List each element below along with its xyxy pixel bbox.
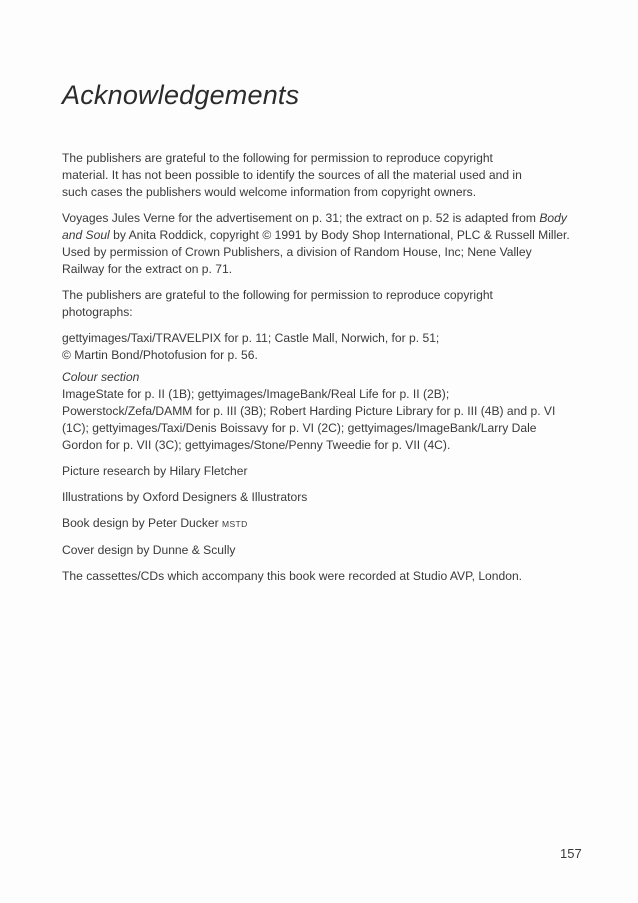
paragraph-colour-section xyxy=(62,369,592,454)
text-line: Used by permission of Crown Publishers, a division of Random House, Inc; Nene Valley xyxy=(62,245,532,259)
text-line: Illustrations by Oxford Designers & Illustrators xyxy=(62,490,308,504)
text-line: The publishers are grateful to the following for permission to reproduce copyright xyxy=(62,288,493,302)
text-line: material. It has not been possible to identify the sources of all the material used and in xyxy=(62,168,522,182)
text-line xyxy=(62,227,592,244)
paragraph-text-credits xyxy=(62,210,592,278)
text-segment: Voyages Jules Verne for the advertisement on p. 31; the extract on p. 52 is adapted from xyxy=(62,211,540,225)
section-label: Colour section xyxy=(62,370,140,384)
text-segment: by Anita Roddick, copyright © 1991 by Body Shop International, PLC & Russell Miller. xyxy=(109,228,570,242)
paragraph-photo-credits xyxy=(62,330,592,364)
text-line: Gordon for p. VII (3C); gettyimages/Stone/Penny Tweedie for p. VII (4C). xyxy=(62,438,451,452)
text-line: The publishers are grateful to the following for permission to reproduce copyright xyxy=(62,151,493,165)
text-line: photographs: xyxy=(62,305,133,319)
page-number: 157 xyxy=(560,846,582,861)
paragraph-copyright-material xyxy=(62,150,592,201)
text-line: ImageState for p. II (1B); gettyimages/ImageBank/Real Life for p. II (2B); xyxy=(62,387,450,401)
page-title: Acknowledgements xyxy=(62,80,300,110)
text-line: Cover design by Dunne & Scully xyxy=(62,543,236,557)
text-line: The cassettes/CDs which accompany this book were recorded at Studio AVP, London. xyxy=(62,569,523,583)
text-segment: Book design by Peter Ducker xyxy=(62,516,222,530)
acknowledgements-body xyxy=(62,150,592,594)
paragraph-cover-design xyxy=(62,542,592,559)
text-line: gettyimages/Taxi/TRAVELPIX for p. 11; Castle Mall, Norwich, for p. 51; xyxy=(62,331,440,345)
text-line xyxy=(62,515,592,533)
book-title-part: and Soul xyxy=(62,228,110,242)
text-line: such cases the publishers would welcome information from copyright owners. xyxy=(62,185,477,199)
text-line: Railway for the extract on p. 71. xyxy=(62,262,233,276)
text-line: Picture research by Hilary Fletcher xyxy=(62,464,248,478)
paragraph-picture-research xyxy=(62,463,592,480)
paragraph-photo-permission xyxy=(62,287,592,321)
text-line: (1C); gettyimages/Taxi/Denis Boissavy for p. VI (2C); gettyimages/ImageBank/Larry Dale xyxy=(62,421,537,435)
text-line: Powerstock/Zefa/DAMM for p. III (3B); Robert Harding Picture Library for p. III (4B) and p. VI xyxy=(62,404,556,418)
designer-suffix: MSTD xyxy=(222,519,248,529)
paragraph-book-design xyxy=(62,515,592,533)
text-line xyxy=(62,210,592,227)
book-title-part: Body xyxy=(539,211,567,225)
paragraph-recording xyxy=(62,568,592,585)
text-line: © Martin Bond/Photofusion for p. 56. xyxy=(62,348,258,362)
paragraph-illustrations xyxy=(62,489,592,506)
